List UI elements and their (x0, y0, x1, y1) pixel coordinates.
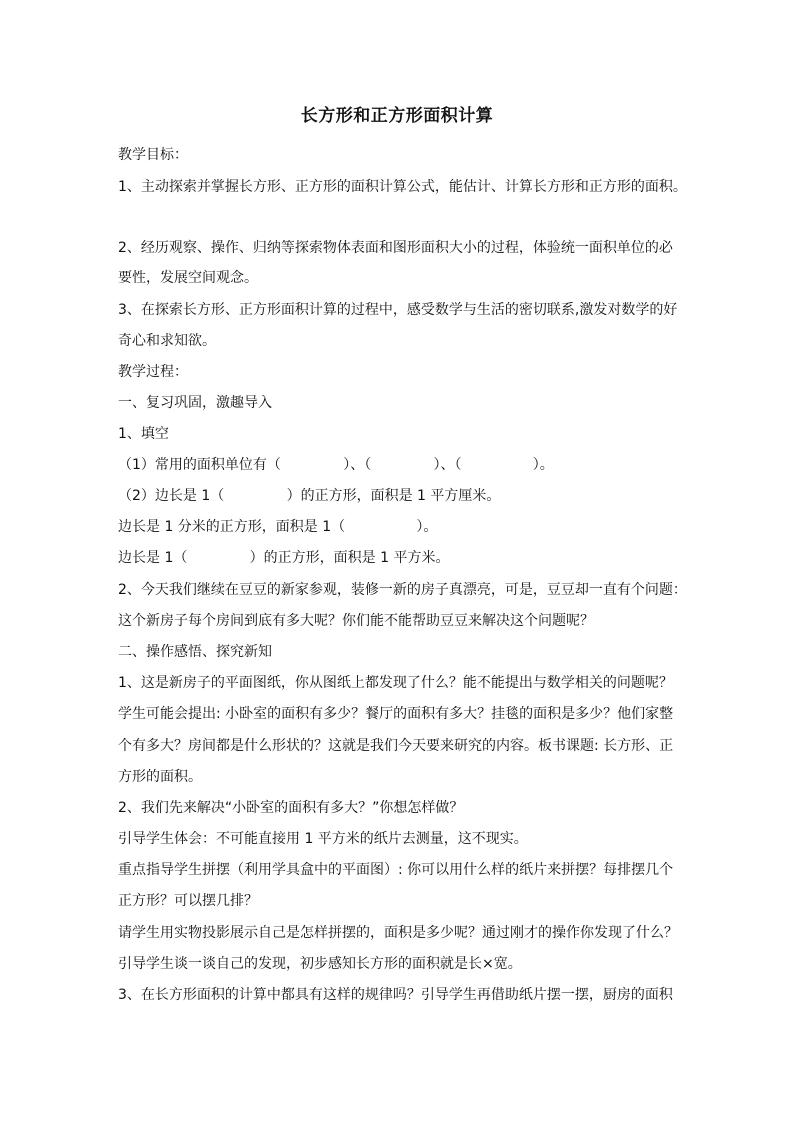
text-line-objectives-heading: 教学目标： (118, 147, 188, 163)
text-line: 方形的面积。 (118, 769, 202, 785)
text-line: 3、在长方形面积的计算中都具有这样的规律吗？引导学生再借助纸片摆一摆，厨房的面积 (118, 987, 673, 1003)
text-line: 个有多大？房间都是什么形状的？这就是我们今天要来研究的内容。板书课题: 长方形、正 (118, 738, 674, 754)
text-line: 引导学生体会：不可能直接用 1 平方米的纸片去测量，这不现实。 (118, 831, 528, 847)
text-line: 2、经历观察、操作、归纳等探索物体表面和图形面积大小的过程，体验统一面积单位的必 (118, 240, 673, 256)
fill-in-blank-line: （2）边长是 1（ ）的正方形，面积是 1 平方厘米。 (118, 488, 501, 504)
fill-in-blank-line: （1）常用的面积单位有（ ）、（ ）、（ ）。 (118, 457, 554, 473)
text-line: 引导学生谈一谈自己的发现，初步感知长方形的面积就是长×宽。 (118, 956, 522, 972)
text-line: 1、主动探索并掌握长方形、正方形的面积计算公式，能估计、计算长方形和正方形的面积。 (118, 179, 687, 195)
fill-in-blank-line: 边长是 1 分米的正方形，面积是 1（ ）。 (118, 519, 438, 535)
text-line: 1、填空 (118, 426, 169, 442)
section-heading: 一、复习巩固，激趣导入 (118, 395, 272, 411)
text-line: 请学生用实物投影展示自己是怎样拼摆的，面积是多少呢？通过刚才的操作你发现了什么？ (118, 925, 678, 941)
section-heading: 二、操作感悟、探究新知 (118, 644, 272, 660)
text-line: 要性，发展空间观念。 (118, 270, 258, 286)
fill-in-blank-line: 边长是 1（ ）的正方形，面积是 1 平方米。 (118, 550, 450, 566)
text-line: 这个新房子每个房间到底有多大呢？你们能不能帮助豆豆来解决这个问题呢？ (118, 613, 594, 629)
text-line: 正方形？可以摆几排？ (118, 893, 258, 909)
text-line: 2、今天我们继续在豆豆的新家参观，装修一新的房子真漂亮，可是，豆豆却一直有个问题： (118, 582, 687, 598)
text-line: 3、在探索长方形、正方形面积计算的过程中，感受数学与生活的密切联系,激发对数学的好 (118, 302, 678, 318)
text-line: 学生可能会提出: 小卧室的面积有多少？餐厅的面积有多大？挂毯的面积是多少？他们家整 (118, 706, 674, 722)
document-title: 长方形和正方形面积计算 (300, 106, 494, 126)
text-line: 2、我们先来解决“小卧室的面积有多大？”你想怎样做？ (118, 800, 464, 816)
text-line: 重点指导学生拼摆（利用学具盒中的平面图）: 你可以用什么样的纸片来拼摆？每排摆几个 (118, 862, 674, 878)
text-line-process-heading: 教学过程： (118, 364, 188, 380)
text-line: 1、这是新房子的平面图纸，你从图纸上都发现了什么？能不能提出与数学相关的问题呢？ (118, 675, 673, 691)
text-line: 奇心和求知欲。 (118, 333, 216, 349)
